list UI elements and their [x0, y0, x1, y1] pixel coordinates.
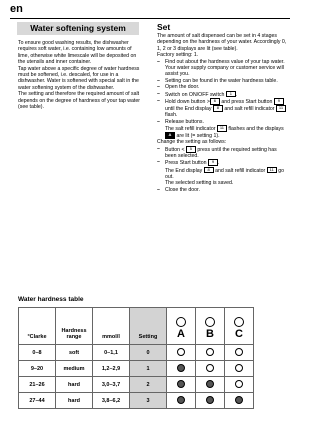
range-cell: hard: [56, 377, 93, 393]
table-row: [19, 361, 254, 377]
step-5: [157, 98, 287, 119]
header-rule: [10, 18, 290, 19]
range-cell: medium: [56, 361, 93, 377]
lamp-on-icon: [177, 380, 185, 388]
step-5-text-e: flash.: [165, 112, 178, 119]
step2-2-text-d: go out.: [165, 167, 284, 180]
table-title: Water hardness table: [18, 296, 84, 303]
lamp-on-icon: [177, 364, 185, 372]
step-5-text-d: and salt refill indicator: [224, 105, 275, 112]
mmol-cell: 0–1,1: [93, 345, 130, 361]
key-5: 5: [186, 146, 196, 153]
header-clarke: °Clarke: [19, 308, 56, 345]
factory-setting: Factory setting: 1.: [157, 52, 199, 59]
table-row: [19, 377, 254, 393]
step-6-text-a: Release buttons.: [165, 118, 204, 125]
lamp-on-icon: [235, 396, 243, 404]
step-5-text-c: until the End display: [165, 105, 212, 112]
key-9: 9: [274, 98, 284, 105]
header-lamp-c: [225, 308, 254, 345]
set-heading: Set: [157, 22, 171, 32]
lamp-cell: [167, 345, 196, 361]
step2-1-text-b: press until the required setting has been selected.: [165, 146, 277, 159]
step2-2-text-a: Press Start button: [165, 160, 207, 167]
setting-cell: 0: [130, 345, 167, 361]
table-row: [19, 345, 254, 361]
step2-1: [157, 146, 287, 160]
lamp-off-icon: [206, 348, 214, 356]
key-6: 6: [210, 98, 220, 105]
step-5-text-b: and press Start button: [221, 98, 273, 105]
step2-2-text-b: The End display: [165, 167, 203, 174]
lamp-cell: [196, 377, 225, 393]
lamp-off-icon: [177, 348, 185, 356]
step-6: [157, 119, 287, 140]
clarke-cell: 9–20: [19, 361, 56, 377]
lamp-outline-icon: [176, 317, 186, 327]
lamp-outline-icon: [234, 317, 244, 327]
range-cell: soft: [56, 345, 93, 361]
step-2: – Setting can be found in the water hardness table.: [157, 78, 287, 84]
step2-2-text-c: and salt refill indicator: [215, 167, 266, 174]
step-1: – Find out about the hardness value of your tap water. Your water supply company or customer service will assist you.: [157, 59, 287, 78]
lamp-cell: [167, 393, 196, 409]
change-heading: Change the setting as follows:: [157, 139, 227, 146]
step-4-text: Switch on ON/OFF switch: [165, 91, 225, 98]
section-title: Water softening system: [17, 22, 139, 35]
lamp-off-icon: [235, 380, 243, 388]
step-4: – Switch on ON/OFF switch 1 .: [157, 91, 287, 98]
lamp-on-icon: [177, 396, 185, 404]
key-11: 11: [276, 105, 286, 112]
setting-cell: 2: [130, 377, 167, 393]
header-lamp-b: [196, 308, 225, 345]
step2-2: – Press Start button 9 . The End display 8 and salt refill indicator 11 go out. The selected setting is saved.: [157, 159, 287, 186]
key-11-b: 11: [217, 125, 227, 132]
lamp-on-icon: [206, 396, 214, 404]
step2-2-text-e: The selected setting is saved.: [165, 180, 234, 187]
step2-3: – Close the door.: [157, 187, 287, 193]
lamp-off-icon: [235, 348, 243, 356]
intro-paragraph-2: Tap water above a specific degree of water hardness must be softened, i.e. descaled, for use in a dishwasher. Water is softened with special salt in the water softening system of the dishwasher.: [18, 65, 140, 91]
lamp-cell: [196, 345, 225, 361]
clarke-cell: 21–26: [19, 377, 56, 393]
lamp-off-icon: [235, 364, 243, 372]
key-11-c: 11: [267, 167, 277, 174]
clarke-cell: 27–44: [19, 393, 56, 409]
intro-column: [18, 40, 143, 110]
intro-paragraph-3: The setting and therefore the required amount of salt depends on the degree of hardness of your tap water (see table).: [18, 91, 140, 111]
header-lamp-a: [167, 308, 196, 345]
lamp-cell: [225, 377, 254, 393]
step-6-text-d: are lit (= setting 1).: [176, 133, 220, 139]
key-8-b: 8: [204, 167, 214, 174]
lamp-cell: [167, 361, 196, 377]
header-setting: Setting: [130, 308, 167, 345]
header-c-label: C: [235, 328, 243, 340]
mmol-cell: 3,0–3,7: [93, 377, 130, 393]
language-label: en: [10, 3, 23, 15]
step-6-text-b: The salt refill indicator: [165, 125, 216, 132]
water-hardness-table: [18, 307, 254, 409]
key-9-b: 9: [208, 159, 218, 166]
table-header-row: [19, 308, 254, 345]
header-mmol: mmol/l: [93, 308, 130, 345]
header-a-label: A: [177, 328, 185, 340]
table-row: [19, 393, 254, 409]
setting-cell: 3: [130, 393, 167, 409]
step-6-text-c: flashes and the displays: [228, 125, 284, 132]
lamp-cell: [196, 361, 225, 377]
set-column: [157, 22, 287, 193]
range-cell: hard: [56, 393, 93, 409]
step2-1-text-a: Button <: [165, 146, 185, 153]
lamp-on-icon: [206, 380, 214, 388]
setting-cell: 1: [130, 361, 167, 377]
mmol-cell: 3,8–6,2: [93, 393, 130, 409]
key-A: A: [165, 132, 175, 139]
lamp-cell: [196, 393, 225, 409]
mmol-cell: 1,2–2,9: [93, 361, 130, 377]
clarke-cell: 0–8: [19, 345, 56, 361]
intro-paragraph-1: To ensure good washing results, the dishwasher requires soft water, i.e. containing low amounts of lime, otherwise white limescale will be deposited on the utensils and inner container.: [18, 40, 137, 66]
header-b-label: B: [206, 328, 214, 340]
lamp-cell: [167, 377, 196, 393]
header-range: Hardness range: [56, 308, 93, 345]
step-5-text-a: Hold down button >: [165, 98, 210, 105]
lamp-cell: [225, 345, 254, 361]
key-1: 1: [226, 91, 236, 98]
key-8: 8: [213, 105, 223, 112]
lamp-cell: [225, 393, 254, 409]
set-paragraph: The amount of salt dispensed can be set in 4 stages depending on the hardness of your water. Accordingly 0, 1, 2 or 3 displays are lit (see table).: [157, 33, 287, 52]
lamp-outline-icon: [205, 317, 215, 327]
lamp-cell: [225, 361, 254, 377]
step-3: – Open the door.: [157, 84, 287, 90]
lamp-off-icon: [206, 364, 214, 372]
